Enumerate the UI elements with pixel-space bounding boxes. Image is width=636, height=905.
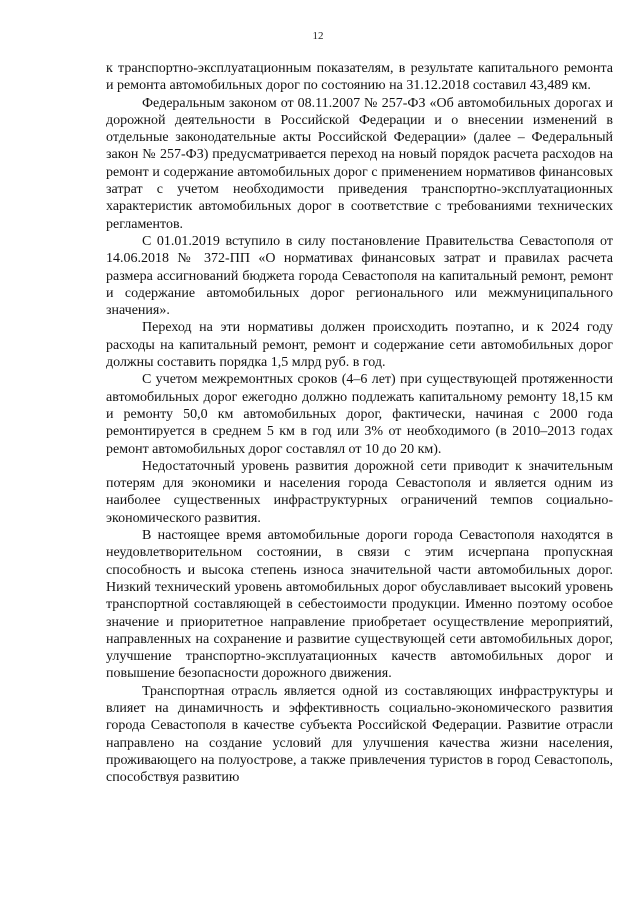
paragraph-resolution: С 01.01.2019 вступило в силу постановление Правительства Севастополя от 14.06.2018 № 372-ПП «О нормативах финансовых затрат и правилах расчета размера ассигнований бюджета города Севастополя на капитальный ремонт, ремонт и содержание автомобильных дорог регионального или межмуниципального значения». xyxy=(106,233,613,319)
paragraph-federal-law: Федеральным законом от 08.11.2007 № 257-ФЗ «Об автомобильных дорогах и дорожной деятельности в Российской Федерации и о внесении изменений в отдельные законодательные акты Российской Федерации» (далее – Федеральный закон № 257-ФЗ) предусматривается переход на новый порядок расчета расходов на ремонт и содержание автомобильных дорог с применением нормативов финансовых затрат с учетом необходимости приведения транспортно-эксплуатационных характеристик автомобильных дорог в соответствие с требованиями технических регламентов. xyxy=(106,95,613,232)
paragraph-current-state: В настоящее время автомобильные дороги города Севастополя находятся в неудовлетворительном состоянии, в связи с этим исчерпана пропускная способность и высока степень износа значительной части автомобильных дорог. Низкий технический уровень автомобильных дорог обуславливает высокий уровень транспортной составляющей в себестоимости продукции. Именно поэтому особое значение и приоритетное направление приобретает осуществление мероприятий, направленных на сохранение и развитие существующей сети автомобильных дорог, улучшение транспортно-эксплуатационных качеств автомобильных дорог и повышение безопасности дорожного движения. xyxy=(106,528,613,682)
paragraph-transport-sector: Транспортная отрасль является одной из составляющих инфраструктуры и влияет на динамичность и эффективность социально-экономического развития города Севастополя в качестве субъекта Российской Федерации. Развитие отрасли направлено на создание условий для улучшения качества жизни населения, проживающего на полуострове, а также привлечения туристов в город Севастополь, способствуя развитию xyxy=(106,683,613,786)
paragraph-continuation: к транспортно-эксплуатационным показателям, в результате капитального ремонта и ремонта автомобильных дорог по состоянию на 31.12.2018 составил 43,489 км. xyxy=(106,61,613,94)
paragraph-transition: Переход на эти нормативы должен происходить поэтапно, и к 2024 году расходы на капитальный ремонт, ремонт и содержание сети автомобильных дорог должны составить порядка 1,5 млрд руб. в год. xyxy=(106,320,613,371)
document-body xyxy=(106,60,613,786)
paragraph-repair-terms: С учетом межремонтных сроков (4–6 лет) при существующей протяженности автомобильных дорог ежегодно должно подлежать капитальному ремонту 18,15 км и ремонту 50,0 км автомобильных дорог, фактически, начиная с 2000 года ремонтируется в среднем 5 км в год или 3% от необходимого (в 2010–2013 годах ремонт автомобильных дорог составлял от 10 до 20 км). xyxy=(106,372,613,457)
page-number: 12 xyxy=(312,30,324,42)
paragraph-road-network: Недостаточный уровень развития дорожной сети приводит к значительным потерям для экономики и населения города Севастополя и является одним из наиболее существенных инфраструктурных ограничений темпов социально-экономического развития. xyxy=(106,458,613,526)
